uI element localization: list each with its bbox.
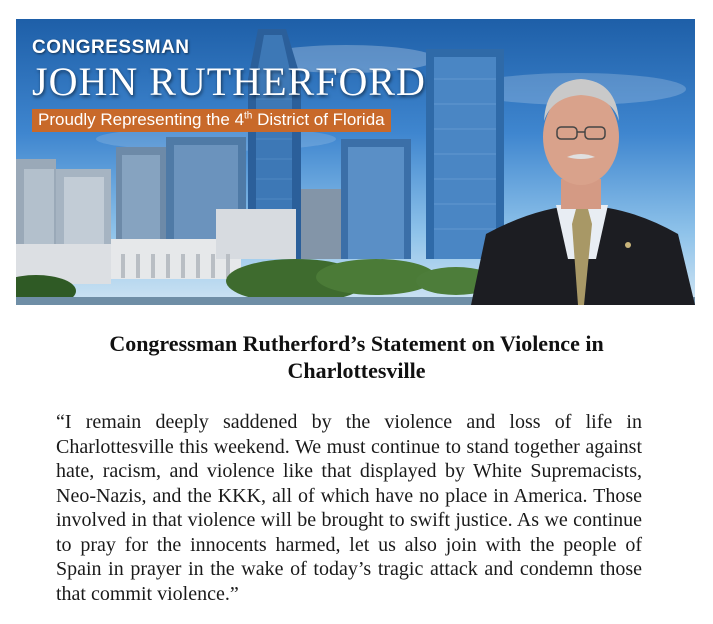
banner-title-prefix: CONGRESSMAN [32,37,190,58]
tagline-text-post: District of Florida [252,110,385,129]
header-banner [16,19,695,305]
tagline-superscript: th [244,110,253,122]
banner-tagline [32,109,391,132]
tagline-text-pre: Proudly Representing the 4 [38,110,245,129]
statement-body: “I remain deeply saddened by the violence and loss of life in Charlottesville this weekend. We must continue to stand together against hate, racism, and violence like that displayed by White Supremacists, Neo-Nazis, and the KKK, all of which have no place in America. Those involved in that violence will be brought to swift justice. As we continue to pray for the innocents harmed, let us also join with the people of Spain in prayer in the wake of today’s tragic attack and condemn those that commit violence.” [56,411,642,605]
statement-headline: Congressman Rutherford’s Statement on Violence in Charlottesville [109,331,604,383]
banner-name: JOHN RUTHERFORD [32,59,426,104]
banner-text-block [32,37,426,132]
